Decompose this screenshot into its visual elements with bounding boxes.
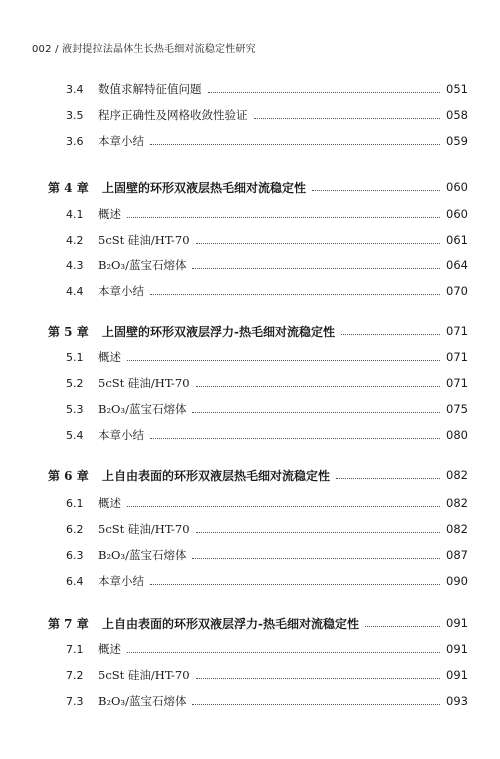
toc-entry-number: 5.4 <box>66 428 84 442</box>
toc-entry-title: 上固壁的环形双液层热毛细对流稳定性 <box>102 180 307 195</box>
toc-entry-number: 6.2 <box>66 522 84 536</box>
toc-entry-number: 5.2 <box>66 376 84 390</box>
dot-leader <box>150 293 440 295</box>
toc-section-row <box>0 231 500 249</box>
toc-page-number: 091 <box>446 616 468 630</box>
toc-page-number: 059 <box>446 134 468 148</box>
toc-page-number: 070 <box>446 284 468 298</box>
toc-entry-title: 概述 <box>98 642 121 656</box>
toc-page-number: 087 <box>446 548 468 562</box>
toc-section-row <box>0 256 500 274</box>
toc-entry-title: 5cSt 硅油/HT-70 <box>98 376 190 390</box>
dot-leader <box>196 531 441 533</box>
toc-entry-number: 第 4 章 <box>48 180 89 195</box>
toc-section-row <box>0 692 500 710</box>
toc-section-row <box>0 572 500 590</box>
toc-entry-title: B₂O₃/蓝宝石熔体 <box>98 694 187 708</box>
toc-page-number: 058 <box>446 108 468 122</box>
dot-leader <box>150 437 440 439</box>
toc-section-row <box>0 640 500 658</box>
dot-leader <box>365 625 440 627</box>
dot-leader <box>192 411 440 413</box>
toc-section-row <box>0 494 500 512</box>
toc-page-number: 051 <box>446 82 468 96</box>
toc-entry-title: 本章小结 <box>98 284 144 298</box>
toc-entry-title: 本章小结 <box>98 428 144 442</box>
dot-leader <box>127 505 440 507</box>
dot-leader <box>196 677 441 679</box>
dot-leader <box>196 242 441 244</box>
toc-entry-title: 程序正确性及网格收敛性验证 <box>98 108 248 122</box>
toc-entry-number: 7.1 <box>66 642 84 656</box>
toc-entry-number: 6.1 <box>66 496 84 510</box>
toc-page-number: 071 <box>446 324 468 338</box>
dot-leader <box>192 703 440 705</box>
toc-entry-number: 4.3 <box>66 258 84 272</box>
toc-chapter-row <box>0 322 500 340</box>
toc-section-row <box>0 348 500 366</box>
toc-entry-title: 上自由表面的环形双液层热毛细对流稳定性 <box>102 468 331 483</box>
toc-page-number: 060 <box>446 207 468 221</box>
toc-page-number: 093 <box>446 694 468 708</box>
toc-entry-number: 4.4 <box>66 284 84 298</box>
toc-entry-title: 概述 <box>98 207 121 221</box>
dot-leader <box>150 143 440 145</box>
toc-entry-number: 4.2 <box>66 233 84 247</box>
toc-entry-number: 3.6 <box>66 134 84 148</box>
dot-leader <box>254 117 441 119</box>
dot-leader <box>127 359 440 361</box>
toc-chapter-row <box>0 614 500 632</box>
toc-page-number: 090 <box>446 574 468 588</box>
toc-entry-number: 6.4 <box>66 574 84 588</box>
toc-page-number: 080 <box>446 428 468 442</box>
toc-entry-number: 6.3 <box>66 548 84 562</box>
toc-entry-number: 7.3 <box>66 694 84 708</box>
toc-entry-title: 上自由表面的环形双液层浮力-热毛细对流稳定性 <box>102 616 359 631</box>
toc-page-number: 064 <box>446 258 468 272</box>
toc-section-row <box>0 106 500 124</box>
toc-section-row <box>0 205 500 223</box>
dot-leader <box>192 557 440 559</box>
toc-entry-number: 7.2 <box>66 668 84 682</box>
dot-leader <box>208 91 441 93</box>
dot-leader <box>127 651 440 653</box>
dot-leader <box>341 333 440 335</box>
toc-section-row <box>0 132 500 150</box>
toc-entry-title: 本章小结 <box>98 574 144 588</box>
toc-section-row <box>0 520 500 538</box>
toc-entry-title: 数值求解特征值问题 <box>98 82 202 96</box>
toc-page-number: 082 <box>446 522 468 536</box>
toc-page-number: 082 <box>446 496 468 510</box>
toc-entry-title: 5cSt 硅油/HT-70 <box>98 233 190 247</box>
toc-entry-number: 第 6 章 <box>48 468 89 483</box>
dot-leader <box>196 385 441 387</box>
toc-section-row <box>0 426 500 444</box>
dot-leader <box>312 189 440 191</box>
page-header: 002 / 液封提拉法晶体生长热毛细对流稳定性研究 <box>32 44 256 55</box>
toc-section-row <box>0 80 500 98</box>
toc-entry-number: 4.1 <box>66 207 84 221</box>
toc-entry-number: 3.5 <box>66 108 84 122</box>
dot-leader <box>192 267 440 269</box>
toc-entry-title: 本章小结 <box>98 134 144 148</box>
toc-page-number: 091 <box>446 668 468 682</box>
toc-entry-title: 5cSt 硅油/HT-70 <box>98 522 190 536</box>
dot-leader <box>127 216 440 218</box>
dot-leader <box>336 477 440 479</box>
toc-page-number: 071 <box>446 350 468 364</box>
toc-section-row <box>0 374 500 392</box>
toc-entry-title: B₂O₃/蓝宝石熔体 <box>98 548 187 562</box>
toc-entry-title: B₂O₃/蓝宝石熔体 <box>98 258 187 272</box>
toc-chapter-row <box>0 466 500 484</box>
toc-entry-number: 第 5 章 <box>48 324 89 339</box>
toc-page-number: 060 <box>446 180 468 194</box>
toc-chapter-row <box>0 178 500 196</box>
toc-section-row <box>0 282 500 300</box>
toc-section-row <box>0 666 500 684</box>
toc-page-number: 071 <box>446 376 468 390</box>
toc-page-number: 061 <box>446 233 468 247</box>
toc-section-row <box>0 400 500 418</box>
dot-leader <box>150 583 440 585</box>
toc-entry-title: B₂O₃/蓝宝石熔体 <box>98 402 187 416</box>
toc-entry-number: 3.4 <box>66 82 84 96</box>
toc-entry-title: 概述 <box>98 496 121 510</box>
toc-entry-number: 第 7 章 <box>48 616 89 631</box>
toc-entry-title: 上固壁的环形双液层浮力-热毛细对流稳定性 <box>102 324 335 339</box>
toc-page-number: 091 <box>446 642 468 656</box>
toc-entry-title: 概述 <box>98 350 121 364</box>
toc-page-number: 075 <box>446 402 468 416</box>
toc-page-number: 082 <box>446 468 468 482</box>
toc-entry-title: 5cSt 硅油/HT-70 <box>98 668 190 682</box>
toc-entry-number: 5.1 <box>66 350 84 364</box>
toc-section-row <box>0 546 500 564</box>
toc-entry-number: 5.3 <box>66 402 84 416</box>
